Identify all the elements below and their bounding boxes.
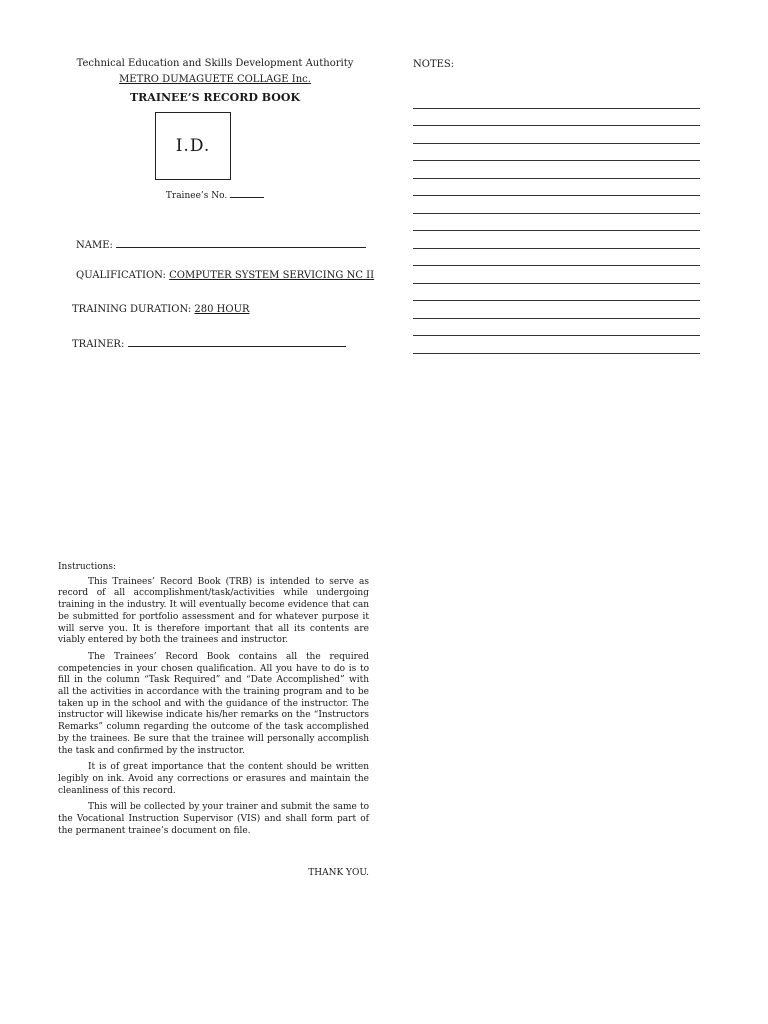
training-duration-value: 280 HOUR bbox=[194, 304, 250, 315]
notes-label: NOTES: bbox=[413, 59, 455, 70]
note-line bbox=[413, 110, 700, 127]
name-label: NAME: bbox=[76, 240, 113, 251]
instructions-section bbox=[58, 562, 369, 842]
college-name-text: METRO DUMAGUETE COLLAGE Inc. bbox=[119, 74, 311, 85]
training-duration-field bbox=[72, 304, 250, 315]
page-title: TRAINEE’S RECORD BOOK bbox=[129, 91, 301, 104]
instructions-paragraph: This Trainees’ Record Book (TRB) is intended to serve as record of all accomplishment/task/activities while undergoing training in the industry. It will eventually become evidence that can be submitted for portfolio assessment and for whatever purpose it will serve you. It is therefore important that all its contents are viably entered by both the trainees and instructor. bbox=[58, 576, 369, 646]
name-blank-line bbox=[116, 238, 366, 248]
trainee-number-field bbox=[60, 188, 370, 201]
note-line bbox=[413, 302, 700, 319]
note-line bbox=[413, 180, 700, 197]
qualification-label: QUALIFICATION: bbox=[76, 270, 166, 281]
trainer-field bbox=[72, 337, 346, 350]
note-line bbox=[413, 145, 700, 162]
note-line bbox=[413, 285, 700, 302]
id-photo-box bbox=[155, 112, 231, 180]
note-line bbox=[413, 267, 700, 284]
qualification-field bbox=[76, 270, 374, 281]
note-line bbox=[413, 250, 700, 267]
trainer-blank-line bbox=[128, 337, 346, 347]
college-name bbox=[60, 74, 370, 85]
note-line bbox=[413, 162, 700, 179]
notes-lines bbox=[413, 92, 700, 355]
instructions-paragraph: It is of great importance that the content should be written legibly on ink. Avoid any corrections or erasures and maintain the cleanliness of this record. bbox=[58, 762, 369, 796]
id-label: I.D. bbox=[175, 136, 211, 156]
note-line bbox=[413, 197, 700, 214]
note-line bbox=[413, 215, 700, 232]
note-line bbox=[413, 127, 700, 144]
trainee-number-label: Trainee’s No. bbox=[165, 191, 228, 201]
note-line bbox=[413, 320, 700, 337]
instructions-paragraph: The Trainees’ Record Book contains all the required competencies in your chosen qualification. All you have to do is to fill in the column “Task Required” and “Date Accomplished” with all the activities in accordance with the training program and to be taken up in the school and with the guidance of the instructor. The instructor will likewise indicate his/her remarks on the “Instructors Remarks” column regarding the outcome of the task accomplished by the trainees. Be sure that the trainee will personally accomplish the task and confirmed by the instructor. bbox=[58, 651, 369, 756]
note-line bbox=[413, 232, 700, 249]
note-line bbox=[413, 92, 700, 109]
note-line bbox=[413, 337, 700, 354]
trainee-number-blank bbox=[230, 188, 264, 198]
authority-name: Technical Education and Skills Development Authority bbox=[76, 58, 354, 69]
training-duration-label: TRAINING DURATION: bbox=[72, 304, 192, 315]
trainer-label: TRAINER: bbox=[72, 339, 125, 350]
closing-thank-you: THANK YOU. bbox=[308, 868, 369, 878]
instructions-heading: Instructions: bbox=[58, 562, 117, 572]
qualification-value: COMPUTER SYSTEM SERVICING NC II bbox=[169, 270, 375, 281]
name-field bbox=[76, 238, 366, 251]
instructions-paragraph: This will be collected by your trainer and submit the same to the Vocational Instruction Supervisor (VIS) and shall form part of the permanent trainee’s document on file. bbox=[58, 802, 369, 836]
